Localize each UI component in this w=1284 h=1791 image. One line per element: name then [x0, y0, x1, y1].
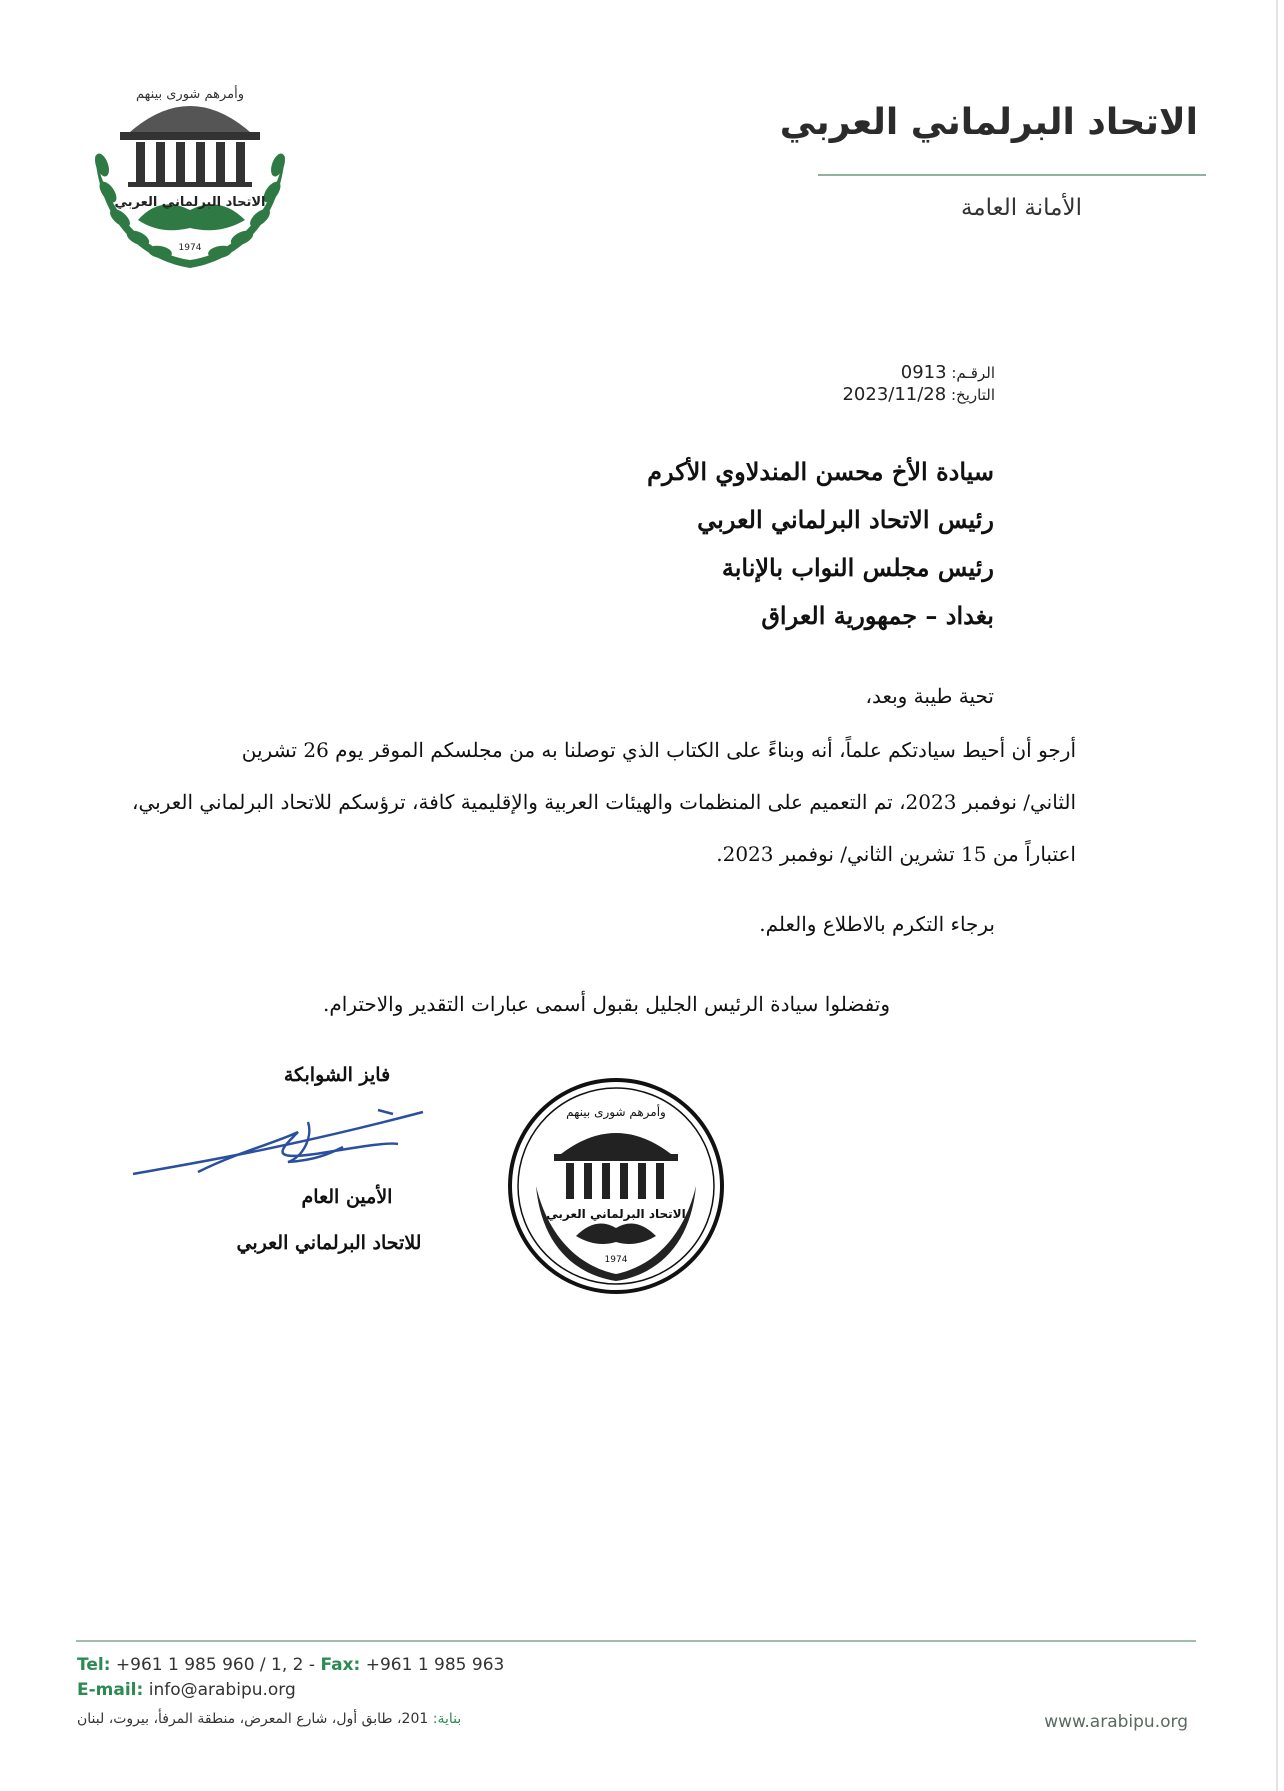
addressee-line: بغداد – جمهورية العراق: [761, 601, 994, 630]
fax-value: +961 1 985 963: [365, 1655, 505, 1675]
stamp-text: الاتحاد البرلماني العربي: [546, 1207, 686, 1221]
signer-name: فايز الشوابكة: [283, 1064, 391, 1086]
signer-org: للاتحاد البرلماني العربي: [236, 1232, 422, 1254]
org-name: الاتحاد البرلماني العربي: [779, 102, 1198, 143]
number-row: [842, 362, 995, 384]
stamp-motto: وأمرهم شورى بينهم: [566, 1105, 666, 1119]
email-value[interactable]: info@arabipu.org: [148, 1680, 296, 1700]
closing-request: برجاء التكرم بالاطلاع والعلم.: [759, 912, 995, 936]
paragraph-line: أرجو أن أحيط سيادتكم علماً، أنه وبناءً على الكتاب الذي توصلنا به من مجلسكم الموقر يوم 26 تشرين: [241, 738, 1076, 762]
number-value: 0913: [900, 362, 947, 383]
tel-label: Tel:: [77, 1655, 111, 1675]
address-value: 201، طابق أول، شارع المعرض، منطقة المرفأ، بيروت، لبنان: [77, 1711, 429, 1727]
closing-regards: وتفضلوا سيادة الرئيس الجليل بقبول أسمى عبارات التقدير والاحترام.: [323, 992, 890, 1016]
footer-email: [77, 1680, 296, 1700]
handwritten-signature: [128, 1102, 428, 1182]
emblem-text: الاتحاد البرلماني العربي: [114, 195, 266, 210]
greeting: تحية طيبة وبعد،: [865, 684, 994, 708]
addressee-line: سيادة الأخ محسن المندلاوي الأكرم: [647, 457, 994, 486]
date-label: التاريخ:: [951, 386, 995, 404]
address-label: بناية:: [432, 1711, 462, 1727]
department-name: الأمانة العامة: [960, 195, 1082, 221]
addressee-block: [494, 448, 994, 640]
footer-divider: [76, 1640, 1196, 1642]
emblem-logo: [80, 70, 300, 275]
addressee-line: رئيس مجلس النواب بالإنابة: [721, 553, 994, 582]
official-stamp: [506, 1076, 726, 1296]
letter-meta: [842, 362, 995, 406]
body-paragraph: [126, 724, 1076, 880]
number-label: الرقـم:: [951, 364, 995, 382]
footer-address: [77, 1711, 461, 1727]
paragraph-line: اعتباراً من 15 تشرين الثاني/ نوفمبر 2023.: [716, 842, 1076, 866]
emblem-motto: وأمرهم شورى بينهم: [136, 87, 244, 102]
date-row: [842, 384, 995, 406]
website-link[interactable]: www.arabipu.org: [1044, 1712, 1188, 1732]
paragraph-line: الثاني/ نوفمبر 2023، تم التعميم على المنظمات والهيئات العربية والإقليمية كافة، ترؤسكم للاتحاد البرلماني العربي،: [132, 790, 1076, 814]
stamp-year: 1974: [604, 1255, 628, 1265]
emblem-year: 1974: [178, 243, 202, 253]
email-label: E-mail:: [77, 1680, 144, 1700]
tel-value: +961 1 985 960 / 1, 2 -: [115, 1655, 316, 1675]
date-value: 2023/11/28: [842, 384, 947, 405]
footer-phone: [77, 1655, 504, 1675]
signer-title: الأمين العام: [301, 1186, 393, 1208]
header-divider: [818, 174, 1206, 176]
addressee-line: رئيس الاتحاد البرلماني العربي: [697, 505, 994, 534]
fax-label: Fax:: [320, 1655, 361, 1675]
